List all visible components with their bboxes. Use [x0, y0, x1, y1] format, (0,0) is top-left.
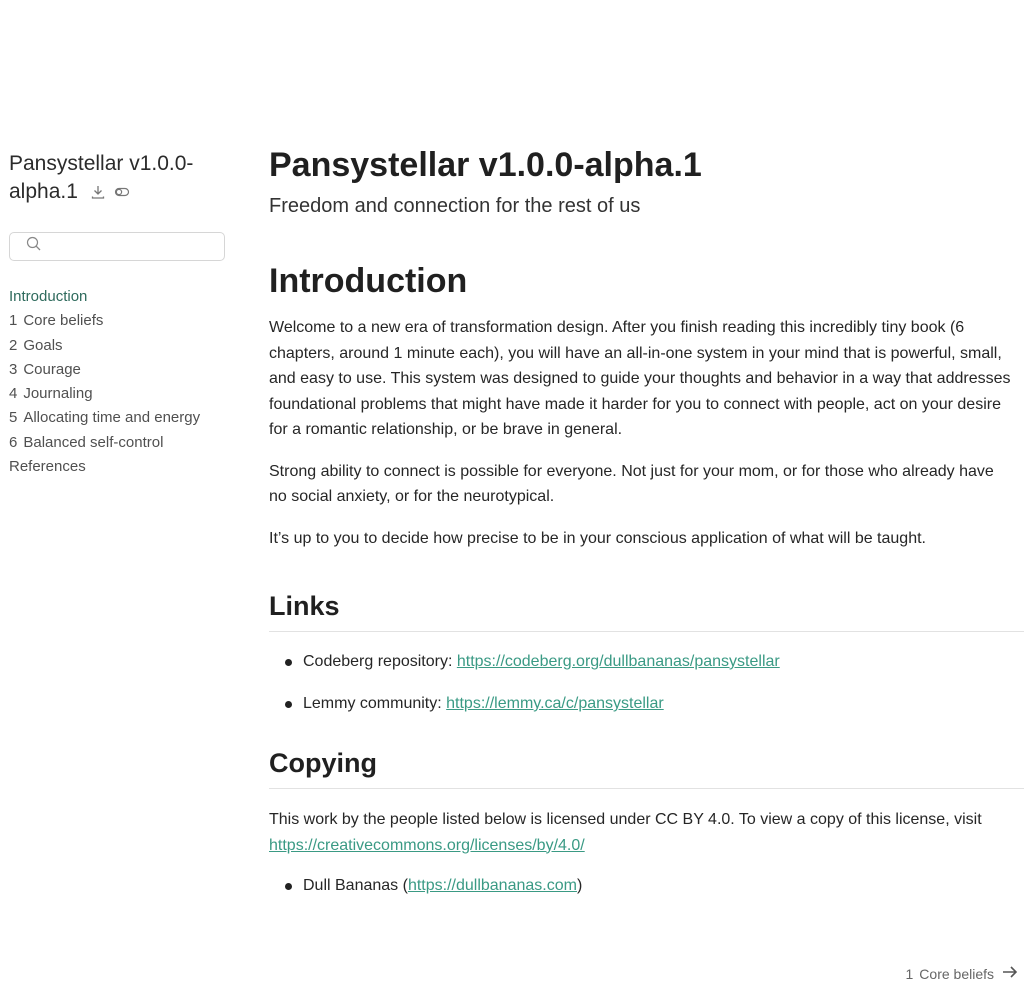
toc-label: Introduction — [9, 288, 88, 305]
toc-item-introduction[interactable] — [9, 285, 229, 309]
arrow-right-icon — [1000, 962, 1020, 985]
contributor-link[interactable]: https://dullbananas.com — [407, 877, 577, 894]
book-title — [9, 150, 229, 206]
contributors-list — [283, 874, 1024, 898]
search-box[interactable] — [9, 232, 225, 261]
next-chapter-link[interactable] — [906, 962, 1021, 985]
copying-paragraph — [269, 807, 1024, 858]
search-icon — [26, 236, 42, 257]
page-title: Pansystellar v1.0.0-alpha.1 — [269, 146, 702, 184]
introduction-heading: Introduction — [269, 262, 468, 300]
toc-label: Core beliefs — [23, 312, 104, 330]
toc-number: 5 — [9, 409, 18, 427]
toc-item-allocating-time[interactable] — [9, 406, 229, 430]
toc-label: Goals — [23, 336, 63, 354]
toc-item-courage[interactable] — [9, 358, 229, 382]
toc-label: References — [9, 458, 86, 476]
toc-item-core-beliefs[interactable] — [9, 309, 229, 333]
toc-number: 1 — [9, 312, 18, 330]
toc-number: 4 — [9, 385, 18, 403]
toc-label: Courage — [23, 360, 81, 378]
book-title-text: Pansystellar v1.0.0-alpha.1 — [9, 152, 194, 203]
page-subtitle: Freedom and connection for the rest of us — [269, 195, 641, 217]
list-item — [283, 874, 1024, 898]
toc-number: 6 — [9, 433, 18, 451]
links-list — [283, 650, 1024, 716]
toc-label: Allocating time and energy — [23, 409, 201, 427]
download-icon[interactable] — [90, 184, 106, 200]
toc-item-balanced-self-control[interactable] — [9, 431, 229, 455]
toc-label: Balanced self-control — [23, 433, 164, 451]
intro-paragraph-2: Strong ability to connect is possible for everyone. Not just for your mom, or for those who already have no social anxiety, or for the neurotypical. — [269, 462, 994, 505]
table-of-contents — [9, 285, 229, 479]
toc-item-goals[interactable] — [9, 334, 229, 358]
links-heading: Links — [269, 589, 1024, 632]
list-item — [283, 692, 1024, 716]
intro-paragraph-3: It’s up to you to decide how precise to be in your conscious application of what will be taught. — [269, 529, 926, 547]
link-label: Codeberg repository: — [303, 653, 457, 670]
toc-number: 3 — [9, 360, 18, 378]
link-label: Lemmy community: — [303, 695, 447, 712]
main-content — [269, 143, 1024, 916]
next-chapter-number: 1 — [905, 965, 914, 982]
copying-text: This work by the people listed below is licensed under CC BY 4.0. To view a copy of this license, visit — [269, 811, 982, 828]
toc-item-references[interactable] — [9, 455, 229, 479]
toc-label: Journaling — [23, 385, 93, 403]
toc-item-journaling[interactable] — [9, 382, 229, 406]
contributor-name: Dull Bananas ( — [303, 877, 408, 894]
list-item — [283, 650, 1024, 674]
intro-paragraph-1: Welcome to a new era of transformation design. After you finish reading this incredibly tiny book (6 chapters, around 1 minute each), you will have an all-in-one system in your mind that is powerful, small, and easy to use. This system was designed to guide your thoughts and behavior in a way that addresses foundational problems that might have made it harder for you to connect with people, act on your desire for a romantic relationship, or be brave in general. — [269, 319, 1011, 438]
codeberg-link[interactable]: https://codeberg.org/dullbananas/pansystellar — [456, 653, 780, 670]
toc-number: 2 — [9, 336, 18, 354]
sidebar — [9, 150, 229, 479]
contributor-suffix: ) — [576, 877, 583, 894]
lemmy-link[interactable]: https://lemmy.ca/c/pansystellar — [446, 695, 664, 712]
copying-heading: Copying — [269, 746, 1024, 789]
next-chapter-label: Core beliefs — [919, 965, 994, 982]
search-input[interactable] — [46, 239, 206, 255]
toggle-icon[interactable] — [114, 184, 130, 200]
license-link[interactable]: https://creativecommons.org/licenses/by/4.0/ — [269, 836, 585, 854]
